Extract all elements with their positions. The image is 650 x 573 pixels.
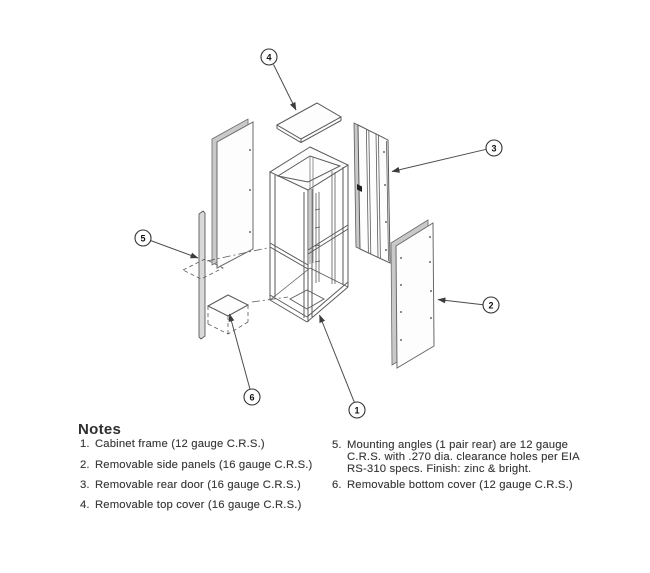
note-3-number: 3. [80,479,90,491]
note-5-number: 5. [332,439,342,451]
leader-3 [392,149,486,171]
note-2-number: 2. [80,459,90,471]
note-1-number: 1. [80,438,90,450]
callout-4-label: 4 [266,52,272,63]
note-item-1 [80,439,265,451]
note-2-text: Removable side panels (16 gauge C.R.S.) [95,459,313,471]
leader-6 [230,314,251,389]
bottom-cover [208,295,288,334]
top-cover [277,103,341,143]
callout-2 [483,297,499,313]
note-5-line2: C.R.S. with .270 dia. clearance holes per EIA [347,450,580,463]
leader-5 [151,241,198,258]
side-panel-left [212,119,253,268]
callout-3-label: 3 [491,143,497,154]
note-item-5 [332,440,580,475]
note-6-text: Removable bottom cover (12 gauge C.R.S.) [347,479,573,491]
callout-4 [261,49,277,65]
note-1-text: Cabinet frame (12 gauge C.R.S.) [95,438,265,450]
note-item-6 [332,480,573,492]
leader-4 [274,65,297,111]
note-5-line1: Mounting angles (1 pair rear) are 12 gauge [347,439,569,451]
leader-2 [438,300,483,305]
callout-5-label: 5 [140,233,146,244]
callout-6-label: 6 [249,392,255,403]
callout-1 [349,402,365,418]
note-3-text: Removable rear door (16 gauge C.R.S.) [95,479,301,491]
note-6-number: 6. [332,479,342,491]
notes-heading: Notes [78,421,122,438]
callout-6 [244,389,260,405]
note-item-4 [80,500,301,512]
callout-1-label: 1 [354,405,360,416]
note-4-text: Removable top cover (16 gauge C.R.S.) [95,499,302,511]
callout-5 [135,230,151,246]
cabinet-frame [270,147,348,322]
rear-door [354,123,390,263]
note-5-line3: RS-310 specs. Finish: zinc & bright. [347,462,532,475]
side-panel-right [391,220,434,368]
leader-1 [320,315,355,402]
callout-3 [486,140,502,156]
note-item-3 [80,480,301,492]
callout-2-label: 2 [488,300,494,311]
note-4-number: 4. [80,499,90,511]
note-item-2 [80,460,312,472]
